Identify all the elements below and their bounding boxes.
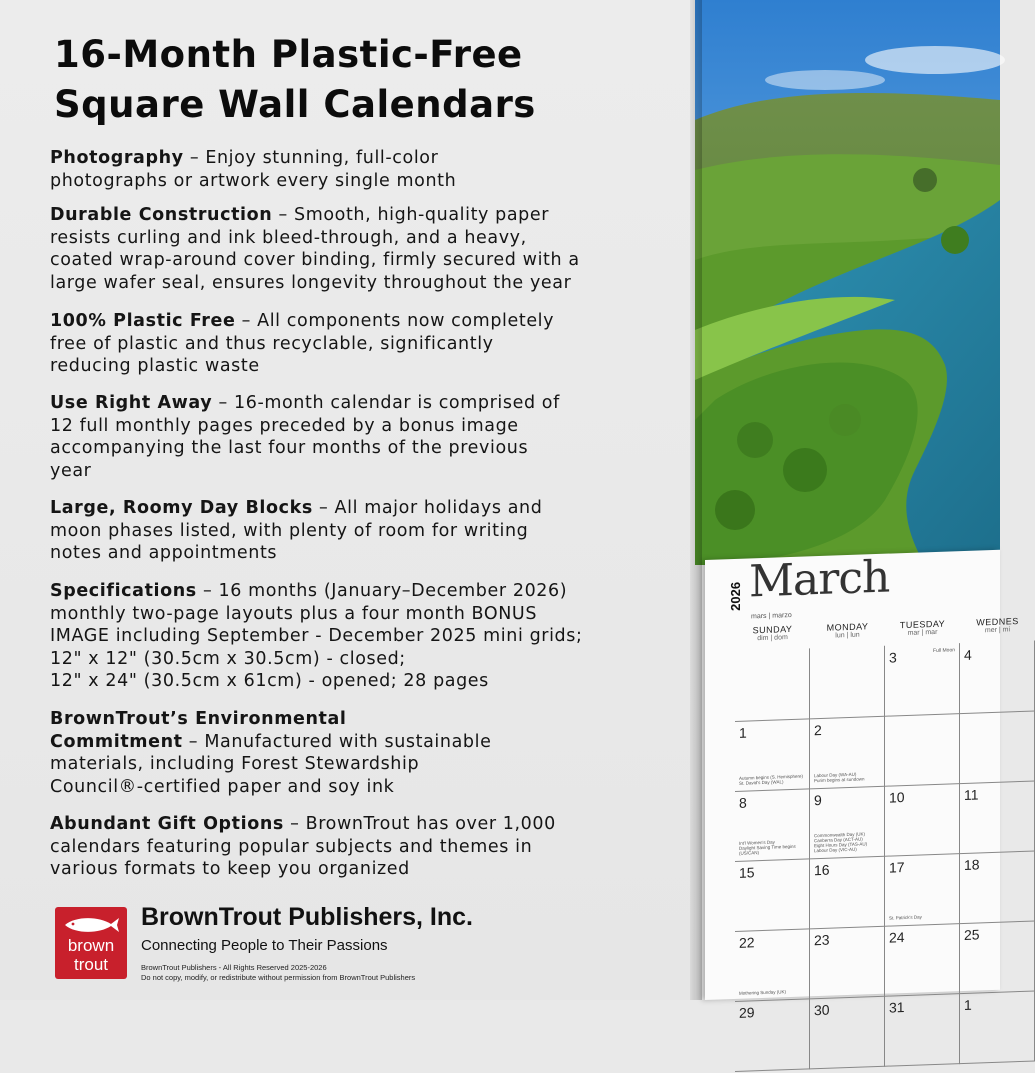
copyright-line-1: BrownTrout Publishers - All Rights Reserved 2025-2026: [141, 963, 327, 972]
day-number: 1: [964, 996, 972, 1013]
day-number: 15: [739, 864, 755, 881]
day-number: 17: [889, 859, 905, 876]
dayhead-monday: MONDAY lun | lun: [826, 621, 869, 640]
holiday-note: Int'l Women's Day Daylight Saving Time begins (US/CAN): [739, 839, 796, 856]
feature-text: – 16-month calendar is comprised of 12 full monthly pages preceded by a bonus image accompanying the last four months of the previous year: [50, 393, 560, 481]
day-number: 18: [964, 856, 980, 873]
trout-icon: [61, 913, 121, 937]
holiday-note: Autumn begins (S. Hemisphere) St. David's Day (WAL): [739, 773, 804, 786]
feature-text: – All components now completely free of plastic and thus recyclable, significantly reducing plastic waste: [50, 311, 555, 376]
title-line-1: 16-Month Plastic-Free: [54, 33, 523, 76]
page-title: [54, 30, 674, 130]
calendar-month-title: March: [749, 551, 890, 608]
calendar-day-cell: [735, 928, 810, 1002]
feature-text: – Enjoy stunning, full-color photographs or artwork every single month: [50, 148, 457, 191]
calendar-day-cell: [960, 850, 1035, 924]
calendar-day-cell: [810, 646, 885, 720]
day-number: 11: [964, 786, 979, 803]
feature-heading: 100% Plastic Free: [50, 311, 236, 331]
day-number: 23: [814, 931, 830, 949]
landscape-photo: [695, 0, 1000, 565]
calendar-day-cell: [885, 643, 960, 717]
day-number: 4: [964, 646, 972, 663]
feature-heading: Use Right Away: [50, 393, 213, 413]
page-fold-shadow: [690, 0, 702, 1000]
calendar-day-cell: [810, 926, 885, 1000]
feature-gift-options: [50, 813, 690, 881]
dayhead-tuesday: TUESDAY mar | mar: [899, 618, 946, 637]
day-number: 24: [889, 929, 905, 946]
feature-text: – BrownTrout has over 1,000 calendars featuring popular subjects and themes in various formats to keep you organized: [50, 814, 556, 879]
publisher-tagline: Connecting People to Their Passions: [141, 937, 388, 954]
feature-durable-construction: [50, 204, 690, 294]
feature-heading: Durable Construction: [50, 205, 273, 225]
calendar-day-cell: [810, 786, 885, 860]
dayhead-sunday: SUNDAY dim | dom: [752, 623, 793, 643]
day-number: 2: [814, 721, 822, 739]
feature-heading: BrownTrout’s Environmental Commitment: [50, 709, 347, 752]
calendar-day-cell: [735, 718, 810, 792]
feature-heading: Large, Roomy Day Blocks: [50, 498, 313, 518]
calendar-day-cell: [735, 788, 810, 862]
day-number: 16: [814, 861, 830, 879]
calendar-day-cell: [735, 648, 810, 722]
holiday-note: Labour Day (WA-AU) Purim begins at sundown: [814, 771, 865, 784]
feature-day-blocks: [50, 497, 690, 565]
feature-text: – Smooth, high-quality paper resists curling and ink bleed-through, and a heavy, coated wrap-around cover binding, firmly secured with a large wafer seal, ensures longevity throughout the year: [50, 205, 580, 293]
year-label: 2026: [727, 581, 743, 612]
feature-heading: Photography: [50, 148, 184, 168]
calendar-page: [705, 550, 1019, 1021]
day-number: 9: [814, 791, 822, 809]
holiday-note: St. Patrick's Day: [889, 914, 922, 921]
day-number: 10: [889, 789, 905, 806]
calendar-day-cell: [960, 640, 1035, 714]
day-number: 3: [889, 649, 897, 666]
calendar-day-cell: [960, 780, 1035, 854]
day-number: 8: [739, 794, 747, 811]
feature-environmental-commitment: [50, 708, 690, 798]
logo-text-brown: brown: [67, 936, 115, 955]
holiday-note: Commonwealth Day (UK) Canberra Day (ACT-AU) Eight Hours Day (TAS-AU) Labour Day (VIC-AU): [814, 831, 868, 854]
copyright-line-2: Do not copy, modify, or redistribute without permission from BrownTrout Publishers: [141, 973, 416, 982]
calendar-day-cell: [885, 713, 960, 787]
calendar-day-cell: [885, 853, 960, 927]
dayhead-wednesday: WEDNES mer | mi: [976, 616, 1019, 635]
feature-heading: Specifications: [50, 581, 197, 601]
feature-specifications: [50, 580, 690, 693]
feature-plastic-free: [50, 310, 690, 378]
calendar-day-cell: [810, 996, 885, 1070]
calendar-day-cell: [885, 923, 960, 997]
feature-text: – 16 months (January–December 2026) monthly two-page layouts plus a four month BONUS IMAGE including September - December 2025 mini grids; 12" x 12" (30.5cm x 30.5cm) - closed; 12" x 24" (30.5cm x 61cm) - opened; 28 pages: [50, 581, 583, 691]
calendar-day-cell: [960, 990, 1035, 1064]
day-number: 22: [739, 934, 755, 951]
calendar-month-translations: mars | marzo: [751, 611, 792, 621]
publisher-name: BrownTrout Publishers, Inc.: [141, 903, 473, 931]
moon-phase-label: Full Moon: [933, 647, 955, 655]
feature-heading: Abundant Gift Options: [50, 814, 284, 834]
calendar-day-cell: [810, 716, 885, 790]
logo-text-trout: trout: [73, 955, 109, 974]
feature-photography: [50, 147, 690, 192]
holiday-note: Mothering Sunday (UK): [739, 989, 787, 996]
day-number: 30: [814, 1001, 830, 1019]
title-line-2: Square Wall Calendars: [54, 83, 536, 126]
calendar-day-cell: [960, 920, 1035, 994]
river-valley-image: [695, 0, 1000, 565]
calendar-day-cell: [735, 858, 810, 932]
calendar-day-cell: [810, 856, 885, 930]
calendar-day-cell: [885, 993, 960, 1067]
feature-use-right-away: [50, 392, 690, 482]
day-number: 31: [889, 999, 905, 1016]
day-number: 29: [739, 1004, 755, 1021]
calendar-day-cell: [960, 710, 1035, 784]
calendar-day-cell: [735, 998, 810, 1072]
calendar-day-cell: [885, 783, 960, 857]
browntrout-logo: [55, 907, 127, 979]
day-number: 25: [964, 926, 980, 943]
feature-text: – All major holidays and moon phases listed, with plenty of room for writing notes and appointments: [50, 498, 543, 563]
day-number: 1: [739, 724, 747, 741]
feature-text: – Manufactured with sustainable materials, including Forest Stewardship Council®-certified paper and soy ink: [50, 731, 492, 797]
